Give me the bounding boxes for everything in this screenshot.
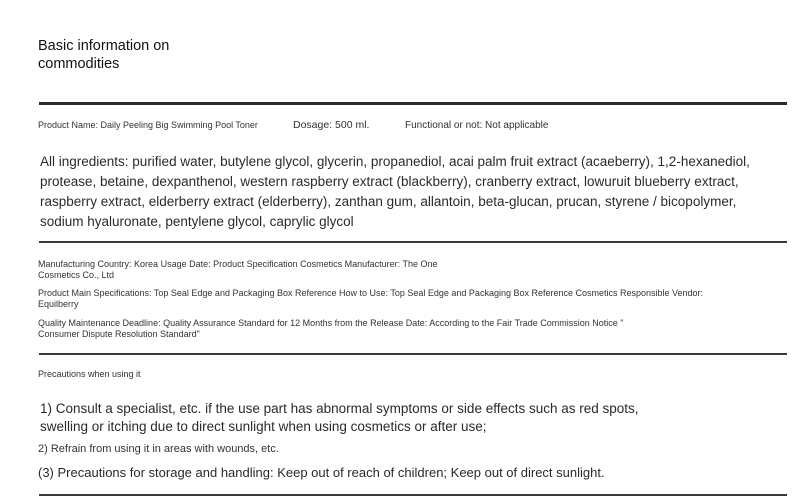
divider-ingredients xyxy=(39,241,787,243)
precautions-heading: Precautions when using it xyxy=(38,369,141,379)
divider-details xyxy=(39,353,787,355)
functional-status: Functional or not: Not applicable xyxy=(405,120,549,131)
ingredients-text: All ingredients: purified water, butylene glycol, glycerin, propanediol, acai palm fruit extract (acaeberry), 1,2-hexanediol, protease, betaine, dexpanthenol, western raspberry extract (blackberry), cranberry extract, lowuruit blueberry extract, raspberry extract, elderberry extract (elderberry), zanthan gum, allantoin, beta-glucan, prucan, styrene / bicopolymer, sodium hyaluronate, pentylene glycol, caprylic glycol xyxy=(40,154,750,229)
precaution-item-2: 2) Refrain from using it in areas with wounds, etc. xyxy=(38,443,279,455)
manufacturing-info: Manufacturing Country: Korea Usage Date: Product Specification Cosmetics Manufacturer: The One Cosmetics Co., Ltd xyxy=(38,259,438,280)
divider-bottom xyxy=(39,494,787,496)
precaution-item-3: (3) Precautions for storage and handling: Keep out of reach of children; Keep out of direct sunlight. xyxy=(38,465,605,480)
precaution-item-1: 1) Consult a specialist, etc. if the use part has abnormal symptoms or side effects such as red spots, swelling or itching due to direct sunlight when using cosmetics or after use; xyxy=(40,401,639,434)
specifications-info: Product Main Specifications: Top Seal Edge and Packaging Box Reference How to Use: Top Seal Edge and Packaging Box Reference Cosmetics Responsible Vendor: Equilberry xyxy=(38,288,704,309)
quality-info: Quality Maintenance Deadline: Quality Assurance Standard for 12 Months from the Release Date: According to the Fair Trade Commission Notice " Consumer Dispute Resolution Standard" xyxy=(38,318,624,339)
page-title: Basic information on commodities xyxy=(38,38,170,72)
divider-top xyxy=(39,102,787,105)
product-name: Product Name: Daily Peeling Big Swimming Pool Toner xyxy=(38,120,258,130)
dosage: Dosage: 500 ml. xyxy=(293,119,370,131)
